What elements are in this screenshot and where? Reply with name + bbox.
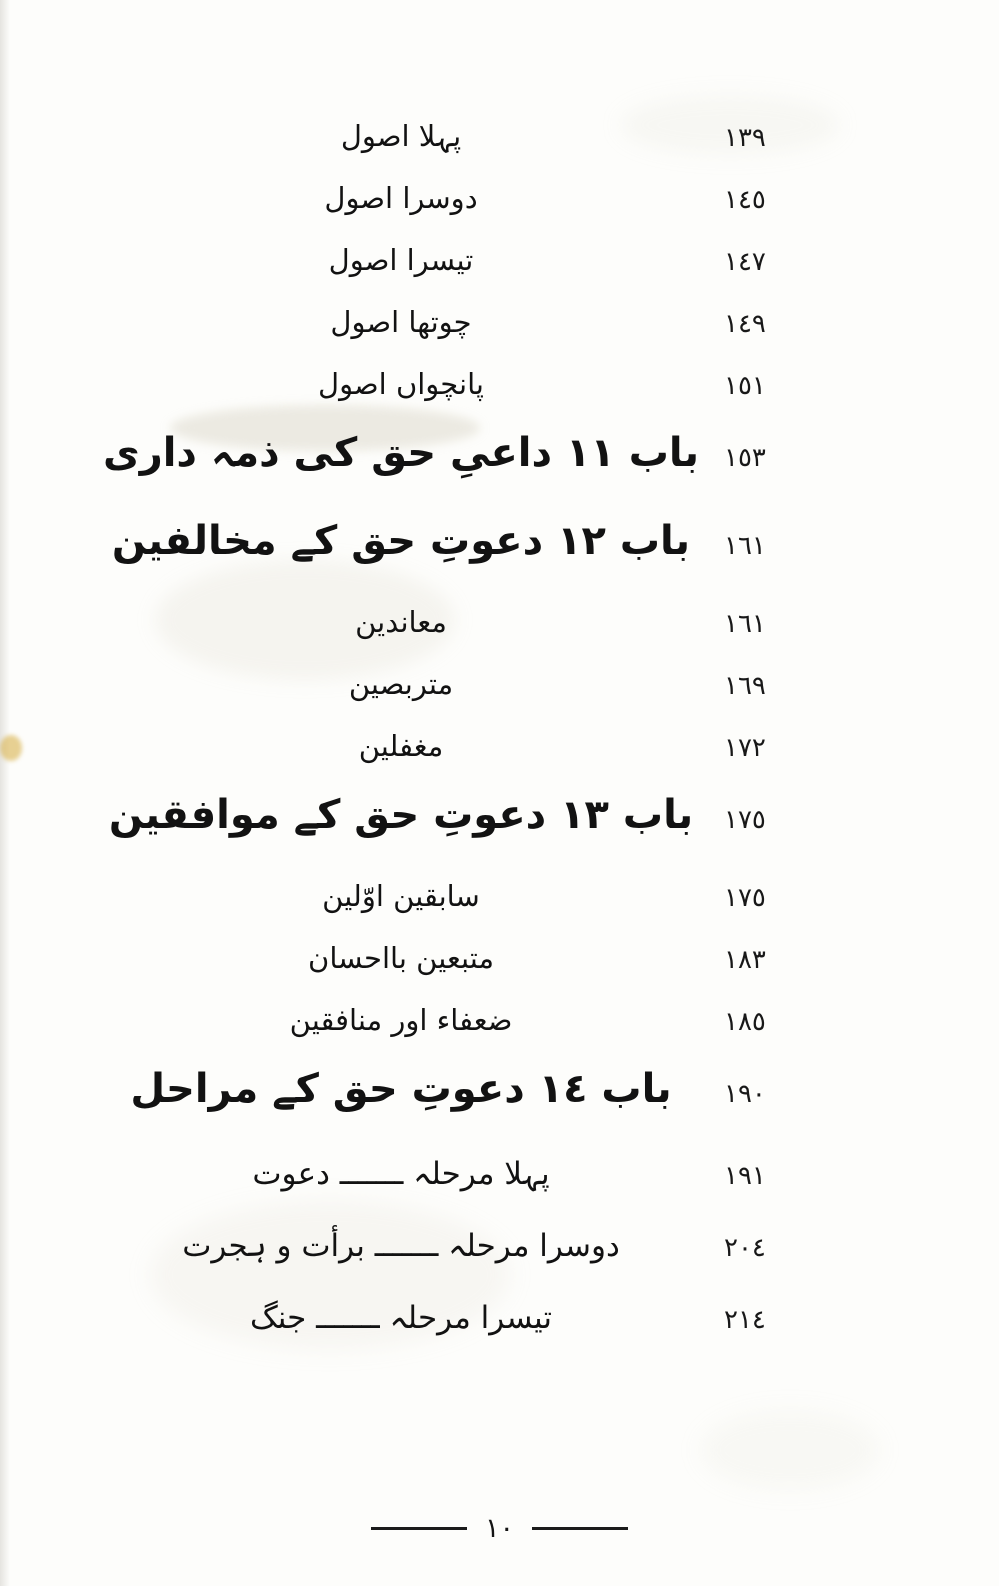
- toc-page-number: ١٣٩: [724, 123, 766, 153]
- toc-entry-title: باب ١٣ دعوتِ حق کے موافقین: [108, 792, 694, 838]
- table-of-contents: [0, 119, 999, 1372]
- toc-page-number: ١٨٥: [724, 1007, 766, 1037]
- toc-page-number: ١٤٩: [724, 309, 766, 339]
- toc-entry: [0, 1228, 999, 1300]
- toc-entry: [0, 667, 999, 732]
- toc-entry-title: متبعین بااحسان: [308, 941, 494, 975]
- toc-entry-title: پانچواں اصول: [318, 367, 484, 401]
- toc-page-number: ١٥١: [724, 371, 766, 401]
- toc-entry: [0, 119, 999, 184]
- toc-entry-title: باب ١٢ دعوتِ حق کے مخالفین: [111, 518, 691, 564]
- page-footer: [0, 1513, 999, 1544]
- toc-page-number: ١٦٩: [724, 671, 766, 701]
- toc-entry-title: دوسرا اصول: [324, 181, 478, 215]
- toc-chapter-entry: [0, 794, 999, 882]
- toc-page-number: ١٦١: [724, 531, 766, 561]
- toc-chapter-entry: [0, 520, 999, 608]
- footer-rule-right: [371, 1527, 467, 1530]
- toc-page-number: ١٤٧: [724, 247, 766, 277]
- toc-entry: [0, 367, 999, 432]
- toc-page-number: ١٧٥: [724, 805, 766, 835]
- toc-page-number: ١٦١: [724, 609, 766, 639]
- toc-entry-title: تیسرا مرحلہ ـــــــ جنگ: [249, 1300, 553, 1336]
- toc-entry-title: ضعفاء اور منافقین: [289, 1003, 513, 1037]
- toc-entry: [0, 181, 999, 246]
- toc-entry: [0, 605, 999, 670]
- toc-page-number: ١٩٠: [724, 1079, 766, 1109]
- toc-entry-title: پہلا اصول: [340, 119, 462, 153]
- toc-entry: [0, 1003, 999, 1068]
- toc-entry: [0, 941, 999, 1006]
- toc-page-number: ٢١٤: [724, 1305, 766, 1335]
- toc-entry-title: سابقین اوّلین: [322, 879, 480, 913]
- scan-artifact: [700, 1410, 880, 1490]
- toc-page-number: ١٩١: [724, 1161, 766, 1191]
- toc-entry: [0, 243, 999, 308]
- toc-page-number: ١٤٥: [724, 185, 766, 215]
- toc-entry-title: پہلا مرحلہ ـــــــ دعوت: [252, 1156, 550, 1192]
- toc-page-number: ١٧٢: [724, 733, 766, 763]
- toc-entry-title: معاندین: [355, 605, 447, 639]
- folio-number: ١٠: [485, 1513, 515, 1544]
- toc-entry-title: باب ١١ داعیِ حق کی ذمہ داری: [103, 430, 699, 476]
- toc-entry: [0, 729, 999, 794]
- toc-entry-title: چوتھا اصول: [330, 305, 472, 339]
- toc-entry-title: مغفلین: [358, 729, 444, 763]
- toc-page-number: ١٧٥: [724, 883, 766, 913]
- footer-rule-left: [532, 1527, 628, 1530]
- toc-entry-title: تیسرا اصول: [328, 243, 474, 277]
- toc-entry: [0, 305, 999, 370]
- toc-entry: [0, 1300, 999, 1372]
- toc-page-number: ١٨٣: [724, 945, 766, 975]
- toc-chapter-entry: [0, 432, 999, 520]
- toc-entry: [0, 1156, 999, 1228]
- toc-entry-title: باب ١٤ دعوتِ حق کے مراحل: [130, 1066, 672, 1112]
- toc-entry-title: متربصین: [348, 667, 454, 701]
- toc-entry: [0, 879, 999, 944]
- toc-page-number: ١٥٣: [724, 443, 766, 473]
- toc-chapter-entry: [0, 1068, 999, 1156]
- toc-entry-title: دوسرا مرحلہ ـــــــ برأت و ہجرت: [182, 1228, 620, 1264]
- toc-page-number: ٢٠٤: [724, 1233, 766, 1263]
